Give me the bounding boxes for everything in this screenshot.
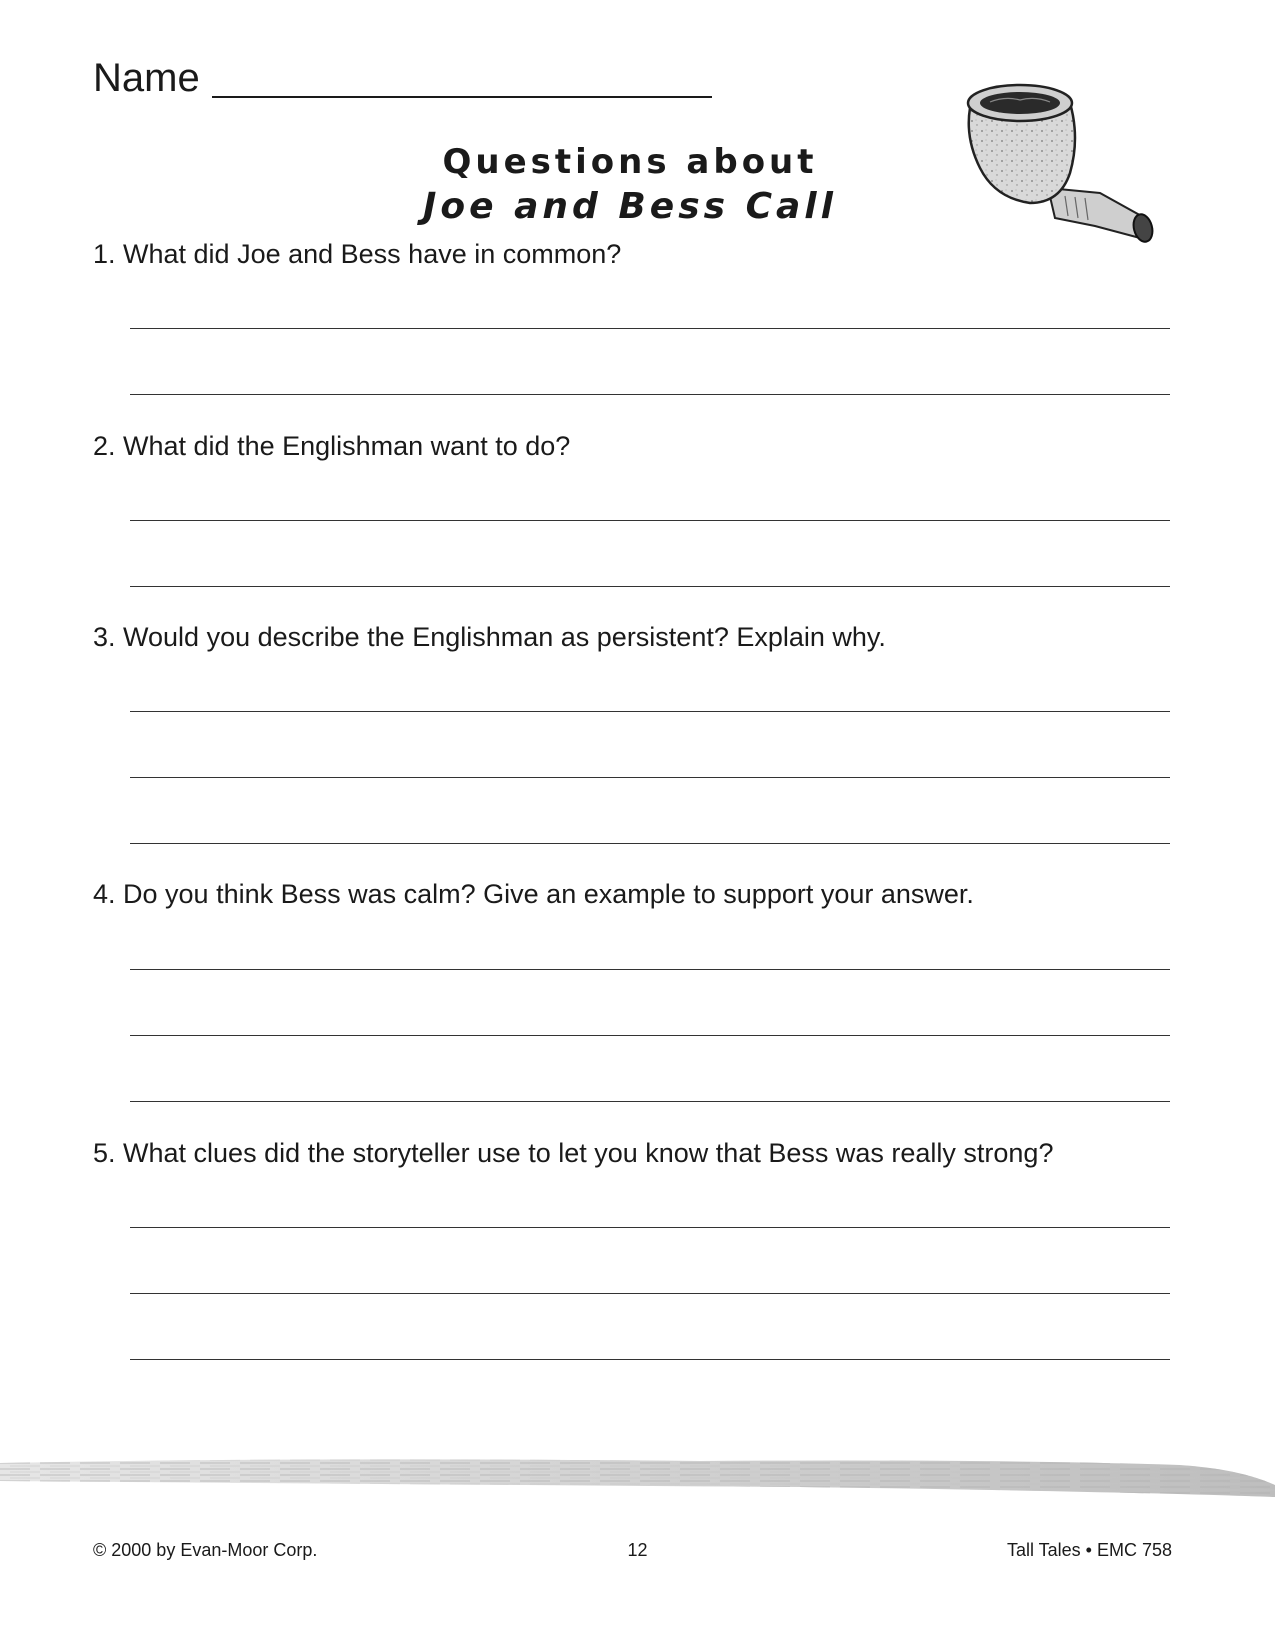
answer-line[interactable] bbox=[130, 1101, 1170, 1102]
footer-book-info: Tall Tales • EMC 758 bbox=[1006, 1540, 1172, 1560]
answer-line[interactable] bbox=[130, 969, 1170, 970]
title-line-2: Joe and Bess Call bbox=[423, 186, 837, 227]
answer-line[interactable] bbox=[130, 1293, 1170, 1294]
name-label: Name bbox=[93, 56, 200, 100]
answer-line[interactable] bbox=[130, 520, 1170, 521]
answer-line[interactable] bbox=[130, 1359, 1170, 1360]
footer-copyright: © 2000 by Evan-Moor Corp. bbox=[93, 1540, 318, 1560]
stone-mortar-icon bbox=[960, 78, 1180, 258]
answer-line[interactable] bbox=[130, 843, 1170, 844]
footer-page-number: 12 bbox=[627, 1540, 648, 1560]
answer-line[interactable] bbox=[130, 1227, 1170, 1228]
question-text: 4. Do you think Bess was calm? Give an example to support your answer. bbox=[93, 879, 974, 909]
title-line-1: Questions about bbox=[442, 142, 818, 182]
question-text: 2. What did the Englishman want to do? bbox=[93, 431, 571, 461]
worksheet-title bbox=[330, 140, 930, 230]
answer-line[interactable] bbox=[130, 586, 1170, 587]
answer-line[interactable] bbox=[130, 1035, 1170, 1036]
answer-line[interactable] bbox=[130, 777, 1170, 778]
answer-line[interactable] bbox=[130, 328, 1170, 329]
question-text: 3. Would you describe the Englishman as persistent? Explain why. bbox=[93, 622, 886, 652]
question-text: 1. What did Joe and Bess have in common? bbox=[93, 239, 622, 269]
name-write-line[interactable] bbox=[212, 58, 712, 98]
brush-stroke-divider bbox=[0, 1455, 1275, 1515]
name-field-row bbox=[93, 58, 712, 98]
question-text: 5. What clues did the storyteller use to let you know that Bess was really strong? bbox=[93, 1138, 1054, 1168]
answer-line[interactable] bbox=[130, 394, 1170, 395]
answer-line[interactable] bbox=[130, 711, 1170, 712]
